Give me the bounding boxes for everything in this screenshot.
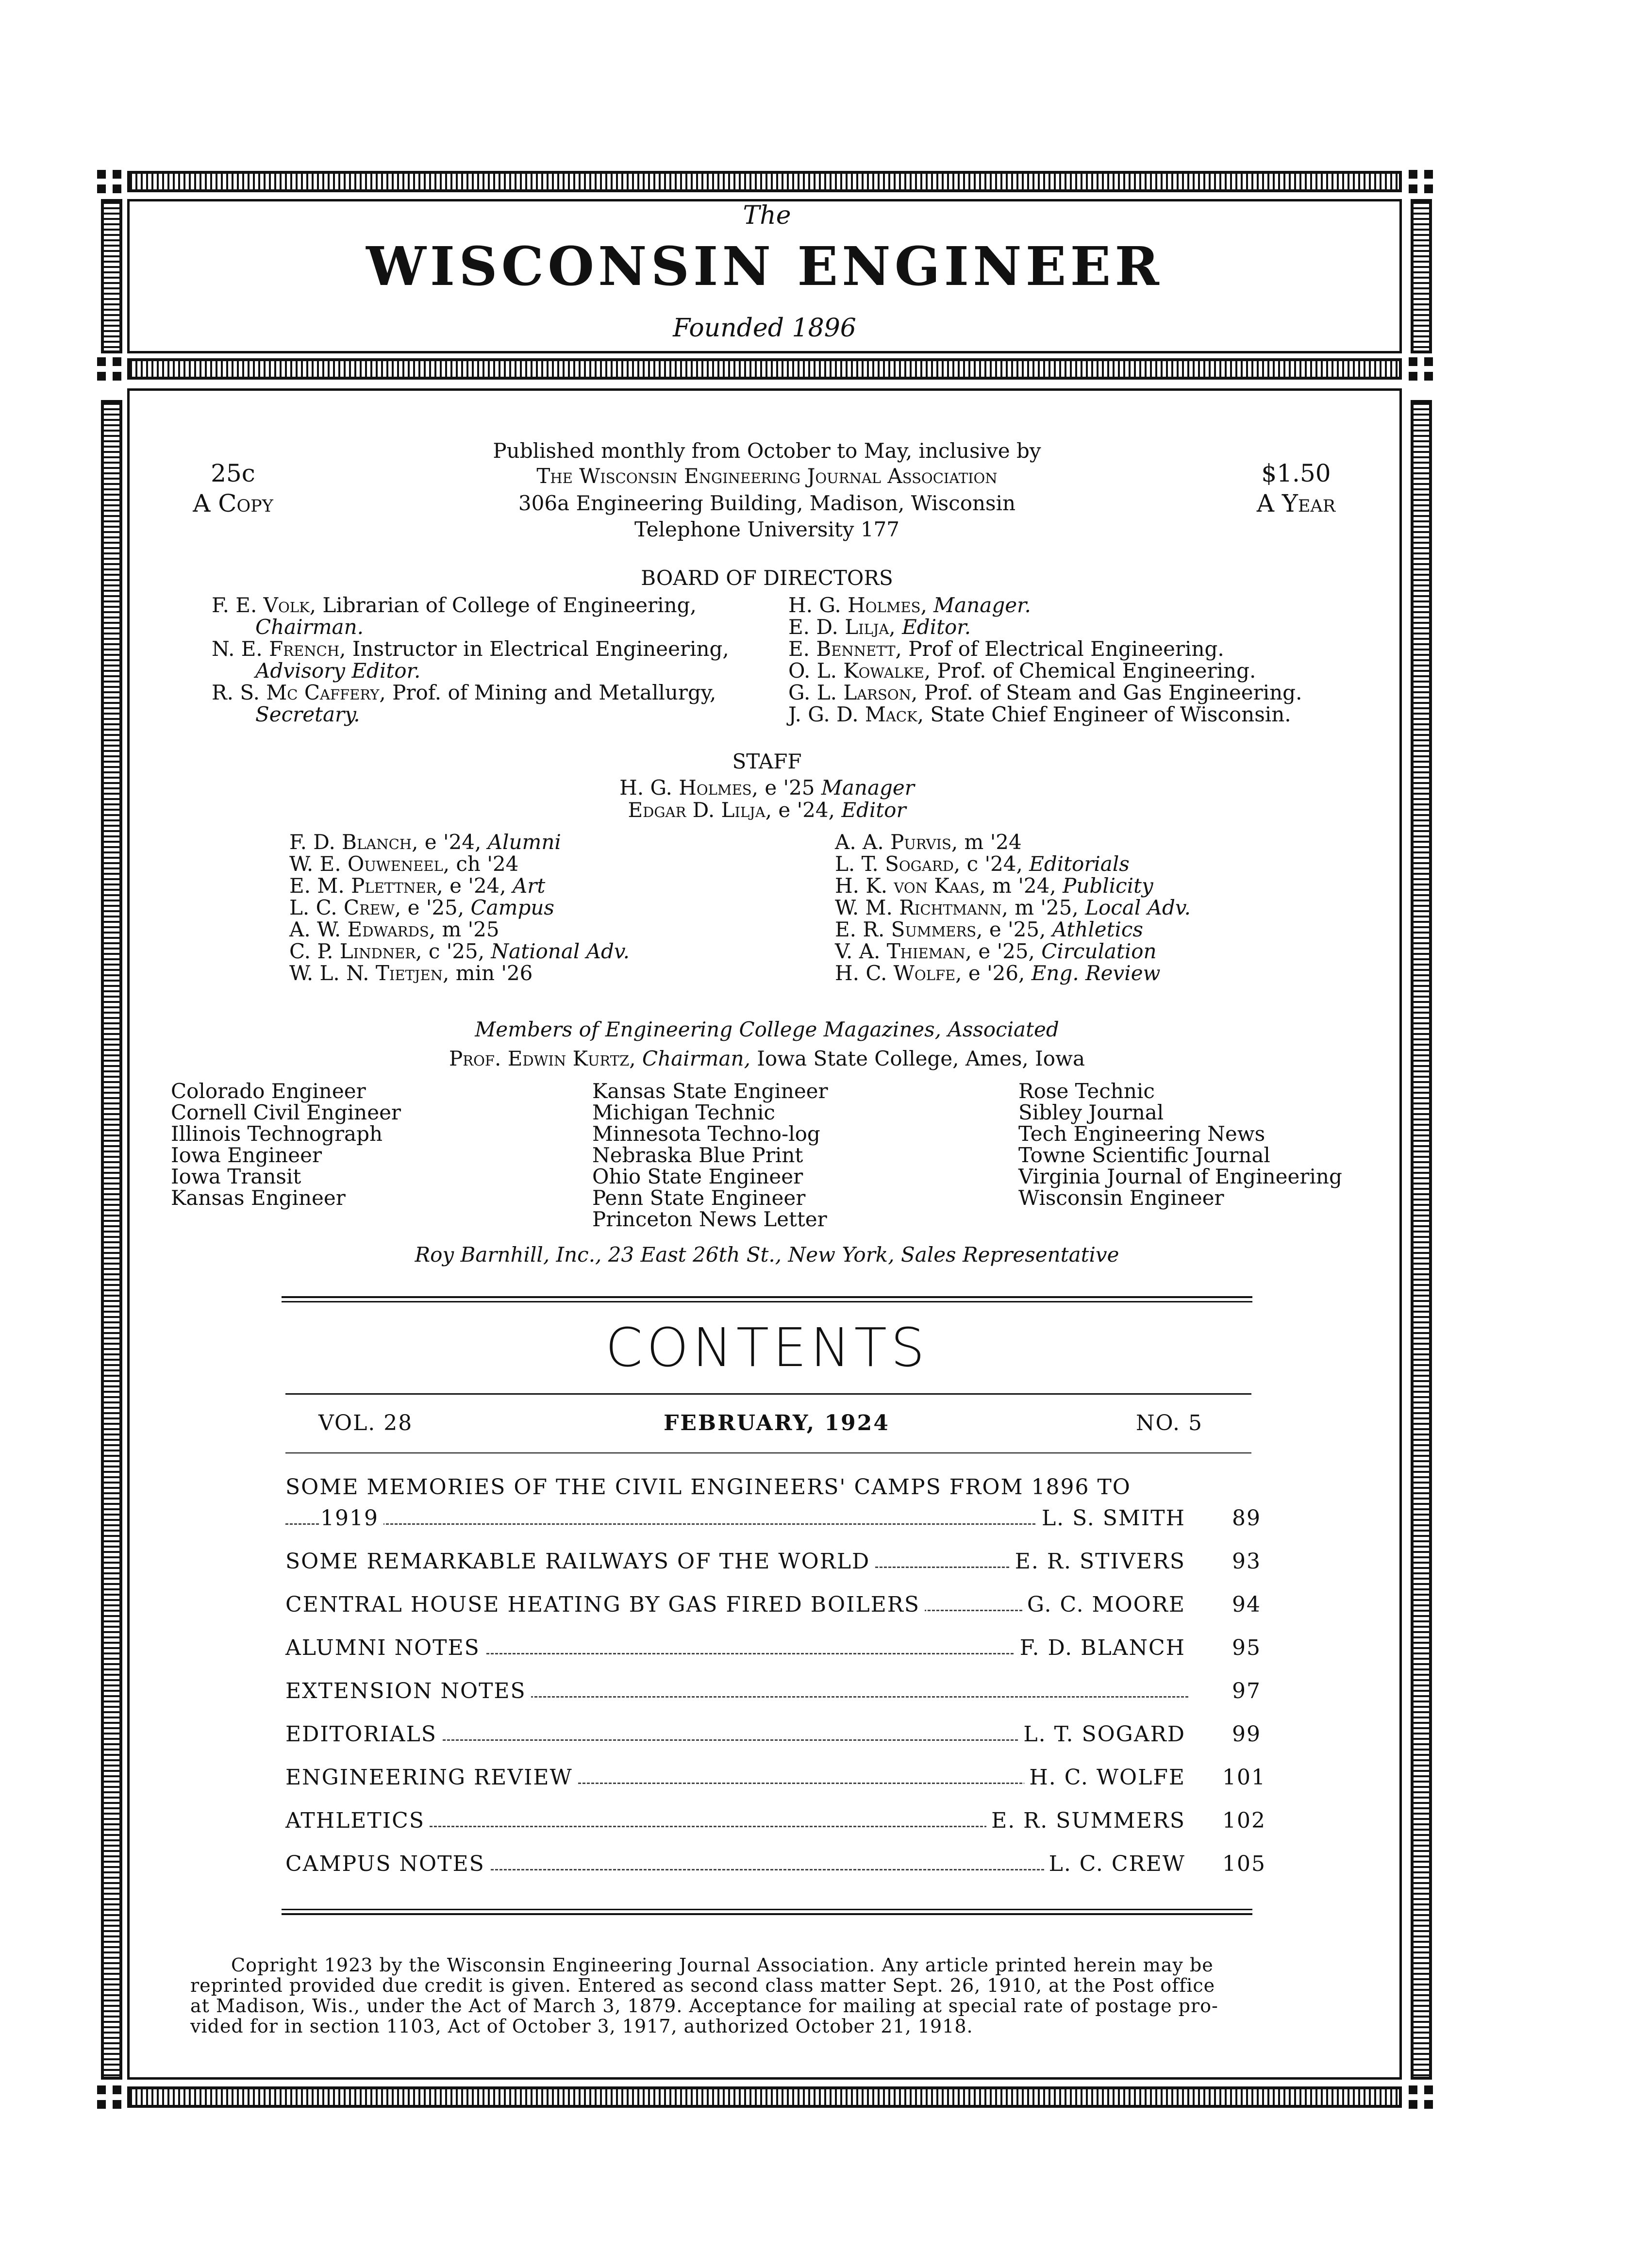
- members-chair-role: Chairman,: [635, 1047, 750, 1070]
- member-magazine: Minnesota Techno-log: [592, 1122, 820, 1146]
- person-detail: e '25,: [982, 917, 1052, 941]
- board-member-line: [788, 660, 1302, 682]
- person-role: Advisory Editor.: [255, 659, 421, 683]
- staff-member-line: [289, 853, 630, 875]
- toc-title: EXTENSION NOTES: [285, 1679, 531, 1703]
- border-left-upper-strip: [101, 199, 122, 353]
- member-magazine: Ohio State Engineer: [592, 1165, 803, 1188]
- person-name: R. S. Mc Caffery,: [212, 681, 386, 704]
- price-copy-label: A Copy: [193, 489, 273, 517]
- member-magazine: Cornell Civil Engineer: [171, 1101, 401, 1124]
- member-magazine: Wisconsin Engineer: [1018, 1186, 1224, 1210]
- toc-page-number: 105: [1222, 1851, 1266, 1876]
- person-role: Alumni: [487, 830, 561, 854]
- toc-title: CAMPUS NOTES: [285, 1851, 490, 1876]
- toc-page-number: 94: [1232, 1592, 1261, 1617]
- members-col1: [171, 1081, 401, 1209]
- staff-right-column: [835, 831, 1191, 984]
- member-magazine: Rose Technic: [1018, 1079, 1155, 1103]
- board-member-line: [212, 703, 729, 725]
- toc-page-number: 95: [1232, 1635, 1261, 1660]
- board-member-line: [788, 616, 1302, 638]
- staff-member-line: [289, 940, 630, 962]
- publisher-line4: Telephone University 177: [634, 517, 900, 541]
- publisher-line3: 306a Engineering Building, Madison, Wisconsin: [518, 491, 1016, 515]
- person-detail: e '24,: [772, 798, 842, 822]
- toc-entry[interactable]: [285, 1722, 1261, 1751]
- person-role: National Adv.: [491, 939, 630, 963]
- staff-member-line: [835, 940, 1191, 962]
- member-magazine: Iowa Transit: [171, 1165, 301, 1188]
- person-role: Local Adv.: [1085, 896, 1191, 919]
- toc-title: SOME REMARKABLE RAILWAYS OF THE WORLD: [285, 1549, 875, 1574]
- border-top-strip: [127, 171, 1402, 192]
- person-detail: Librarian of College of Engineering,: [316, 593, 697, 617]
- person-name: F. E. Volk,: [212, 593, 316, 617]
- person-detail: ch '24: [449, 852, 519, 876]
- person-detail: Prof of Electrical Engineering.: [901, 637, 1224, 661]
- person-detail: e '26,: [962, 961, 1032, 985]
- member-magazine: Penn State Engineer: [592, 1186, 806, 1210]
- person-name: C. P. Lindner,: [289, 939, 422, 963]
- board-member-line: [212, 682, 729, 703]
- publisher-line2: The Wisconsin Engineering Journal Association: [536, 464, 998, 488]
- member-magazine: Nebraska Blue Print: [592, 1143, 803, 1167]
- corner-ornament: [1409, 357, 1438, 382]
- person-name: W. E. Ouweneel,: [289, 852, 450, 876]
- board-member-line: [212, 616, 729, 638]
- members-chair-rest: Iowa State College, Ames, Iowa: [750, 1047, 1085, 1070]
- staff-member-line: [835, 962, 1191, 984]
- staff-member-line: [835, 853, 1191, 875]
- masthead-the: The: [743, 201, 791, 230]
- toc-title: EDITORIALS: [285, 1722, 442, 1747]
- member-magazine: Princeton News Letter: [592, 1207, 827, 1231]
- person-role: Art: [512, 874, 546, 898]
- staff-member-line: [289, 831, 630, 853]
- person-detail: m '25: [435, 917, 499, 941]
- toc-title: ALUMNI NOTES: [285, 1635, 485, 1660]
- toc-author: L. S. SMITH: [1037, 1506, 1188, 1531]
- border-right-upper-strip: [1411, 199, 1432, 353]
- person-detail: e '25: [758, 776, 821, 800]
- person-detail: c '24,: [960, 852, 1030, 876]
- staff-left-column: [289, 831, 630, 984]
- member-magazine: Kansas Engineer: [171, 1186, 346, 1210]
- board-member-line: [788, 594, 1302, 616]
- board-member-line: [788, 682, 1302, 703]
- price-year-label: A Year: [1256, 489, 1336, 517]
- toc-entry[interactable]: [285, 1851, 1266, 1881]
- member-magazine: Kansas State Engineer: [592, 1079, 828, 1103]
- member-magazine: Colorado Engineer: [171, 1079, 366, 1103]
- member-magazine: Illinois Technograph: [171, 1122, 383, 1146]
- contents-date: FEBRUARY, 1924: [664, 1411, 890, 1435]
- corner-ornament: [1409, 170, 1438, 194]
- person-name: E. R. Summers,: [835, 917, 983, 941]
- toc-author: H. C. WOLFE: [1024, 1765, 1188, 1790]
- person-role: Athletics: [1052, 917, 1143, 941]
- board-member-line: [788, 638, 1302, 660]
- corner-ornament: [97, 170, 126, 194]
- toc-entry[interactable]: [285, 1765, 1266, 1794]
- copyright-line1: Copright 1923 by the Wisconsin Engineering Journal Association. Any article printed herein may be: [231, 1954, 1214, 1976]
- board-member-line: [212, 594, 729, 616]
- staff-member-line: [289, 875, 630, 897]
- copyright-line3: at Madison, Wis., under the Act of March 3, 1879. Acceptance for mailing at special rate of postage pro-: [190, 1995, 1218, 2017]
- contents-number: NO. 5: [1136, 1411, 1203, 1435]
- members-heading: Members of Engineering College Magazines, Associated: [475, 1017, 1059, 1041]
- staff-lead-line: [485, 777, 1048, 799]
- publisher-line1: Published monthly from October to May, inclusive by: [493, 439, 1041, 463]
- members-col2: [592, 1081, 828, 1230]
- staff-member-line: [289, 918, 630, 940]
- person-name: G. L. Larson,: [788, 681, 918, 704]
- price-copy: 25c: [211, 459, 255, 487]
- border-bottom-strip: [127, 2086, 1402, 2108]
- toc-entry[interactable]: [285, 1679, 1261, 1708]
- border-left-strip: [101, 400, 122, 2080]
- staff-heading: STAFF: [732, 750, 802, 773]
- person-detail: Prof. of Mining and Metallurgy,: [385, 681, 716, 704]
- member-magazine: Tech Engineering News: [1018, 1122, 1265, 1146]
- person-role: Editor: [841, 798, 906, 822]
- corner-ornament: [1409, 2085, 1438, 2110]
- contents-rule-top: [282, 1296, 1252, 1302]
- person-name: J. G. D. Mack,: [788, 702, 924, 726]
- person-name: H. G. Holmes,: [788, 593, 927, 617]
- person-role: Editorials: [1029, 852, 1130, 876]
- staff-lead-line: [485, 799, 1048, 821]
- person-name: A. W. Edwards,: [289, 917, 436, 941]
- toc-entry[interactable]: [285, 1549, 1261, 1578]
- person-role: Manager.: [927, 593, 1031, 617]
- staff-member-line: [289, 962, 630, 984]
- person-detail: e '24,: [443, 874, 513, 898]
- person-name: L. C. Crew,: [289, 896, 401, 919]
- contents-heading: CONTENTS: [605, 1317, 929, 1379]
- toc-page-number: 97: [1232, 1679, 1261, 1703]
- person-role: Campus: [470, 896, 554, 919]
- person-role: Publicity: [1063, 874, 1153, 898]
- staff-lead: [485, 777, 1048, 821]
- contents-rule-sub: [285, 1452, 1251, 1453]
- person-name: L. T. Sogard,: [835, 852, 961, 876]
- person-role: Circulation: [1041, 939, 1157, 963]
- person-detail: e '25,: [401, 896, 471, 919]
- person-name: W. M. Richtmann,: [835, 896, 1008, 919]
- copyright-line2: reprinted provided due credit is given. Entered as second class matter Sept. 26, 1910, at the Post office: [190, 1975, 1215, 1996]
- toc-author: G. C. MOORE: [1022, 1592, 1188, 1617]
- toc-title: SOME MEMORIES OF THE CIVIL ENGINEERS' CAMPS FROM 1896 TO: [285, 1475, 1136, 1500]
- person-role: Editor.: [895, 615, 971, 639]
- staff-member-line: [835, 875, 1191, 897]
- member-magazine: Michigan Technic: [592, 1101, 775, 1124]
- person-name: E. Bennett,: [788, 637, 902, 661]
- contents-rule-bottom: [282, 1909, 1252, 1915]
- toc-entry[interactable]: [285, 1808, 1266, 1837]
- staff-member-line: [835, 897, 1191, 918]
- board-heading: BOARD OF DIRECTORS: [641, 566, 893, 590]
- copyright-line4: vided for in section 1103, Act of October 3, 1917, authorized October 21, 1918.: [190, 2016, 973, 2037]
- person-role: Manager: [821, 776, 915, 800]
- member-magazine: Iowa Engineer: [171, 1143, 322, 1167]
- members-chair-name: Prof. Edwin Kurtz,: [449, 1047, 636, 1070]
- board-left-column: [212, 594, 729, 725]
- person-name: W. L. N. Tietjen,: [289, 961, 449, 985]
- toc-author: E. R. SUMMERS: [986, 1808, 1188, 1833]
- staff-member-line: [835, 918, 1191, 940]
- toc-page-number: 89: [1232, 1506, 1261, 1531]
- masthead-founded: Founded 1896: [673, 314, 856, 343]
- member-magazine: Sibley Journal: [1018, 1101, 1164, 1124]
- person-name: H. G. Holmes,: [619, 776, 758, 800]
- toc-entry[interactable]: [285, 1592, 1261, 1621]
- person-name: E. D. Lilja,: [788, 615, 896, 639]
- board-member-line: [212, 638, 729, 660]
- sales-representative: Roy Barnhill, Inc., 23 East 26th St., New York, Sales Representative: [415, 1243, 1119, 1267]
- border-right-strip: [1411, 400, 1432, 2080]
- person-role: Eng. Review: [1031, 961, 1161, 985]
- toc-page-number: 102: [1222, 1808, 1266, 1833]
- toc-title-line: [285, 1475, 1217, 1504]
- contents-rule-mid: [285, 1393, 1251, 1395]
- toc-page-number: 101: [1222, 1765, 1266, 1790]
- toc-entry[interactable]: [285, 1506, 1261, 1535]
- board-right-column: [788, 594, 1302, 725]
- toc-entry[interactable]: [285, 1635, 1261, 1665]
- person-name: N. E. French,: [212, 637, 346, 661]
- contents-vol: VOL. 28: [318, 1411, 413, 1435]
- masthead-title: WISCONSIN ENGINEER: [366, 235, 1163, 298]
- person-role: Chairman.: [255, 615, 364, 639]
- person-detail: Instructor in Electrical Engineering,: [346, 637, 729, 661]
- staff-member-line: [835, 831, 1191, 853]
- person-detail: e '24,: [418, 830, 488, 854]
- border-masthead-strip: [127, 358, 1402, 380]
- price-year: $1.50: [1261, 459, 1331, 487]
- toc-author: F. D. BLANCH: [1015, 1635, 1188, 1660]
- toc-author: L. C. CREW: [1044, 1851, 1188, 1876]
- person-name: F. D. Blanch,: [289, 830, 418, 854]
- member-magazine: Towne Scientific Journal: [1018, 1143, 1270, 1167]
- toc-title: 1919: [320, 1506, 383, 1531]
- toc-page-number: 93: [1232, 1549, 1261, 1574]
- person-name: V. A. Thieman,: [835, 939, 972, 963]
- corner-ornament: [97, 2085, 126, 2110]
- person-detail: State Chief Engineer of Wisconsin.: [924, 702, 1291, 726]
- toc-author: L. T. SOGARD: [1018, 1722, 1188, 1747]
- toc-title: ATHLETICS: [285, 1808, 430, 1833]
- person-detail: c '25,: [422, 939, 491, 963]
- board-member-line: [788, 703, 1302, 725]
- toc-title: ENGINEERING REVIEW: [285, 1765, 578, 1790]
- person-name: H. K. von Kaas,: [835, 874, 986, 898]
- corner-ornament: [97, 357, 126, 382]
- person-name: Edgar D. Lilja,: [628, 798, 772, 822]
- toc-title: CENTRAL HOUSE HEATING BY GAS FIRED BOILERS: [285, 1592, 925, 1617]
- person-name: O. L. Kowalke,: [788, 659, 931, 683]
- person-name: H. C. Wolfe,: [835, 961, 962, 985]
- person-name: A. A. Purvis,: [835, 830, 958, 854]
- person-detail: min '26: [449, 961, 533, 985]
- person-detail: m '25,: [1008, 896, 1085, 919]
- toc-page-number: 99: [1232, 1722, 1261, 1747]
- toc-author: E. R. STIVERS: [1010, 1549, 1188, 1574]
- person-detail: Prof. of Chemical Engineering.: [931, 659, 1256, 683]
- person-detail: Prof. of Steam and Gas Engineering.: [917, 681, 1302, 704]
- member-magazine: Virginia Journal of Engineering: [1018, 1165, 1342, 1188]
- members-col3: [1018, 1081, 1342, 1209]
- person-detail: e '25,: [972, 939, 1042, 963]
- person-role: Secretary.: [255, 702, 360, 726]
- person-detail: m '24,: [985, 874, 1063, 898]
- person-detail: m '24: [958, 830, 1022, 854]
- board-member-line: [212, 660, 729, 682]
- person-name: E. M. Plettner,: [289, 874, 443, 898]
- staff-member-line: [289, 897, 630, 918]
- members-chairman: [330, 1048, 1204, 1070]
